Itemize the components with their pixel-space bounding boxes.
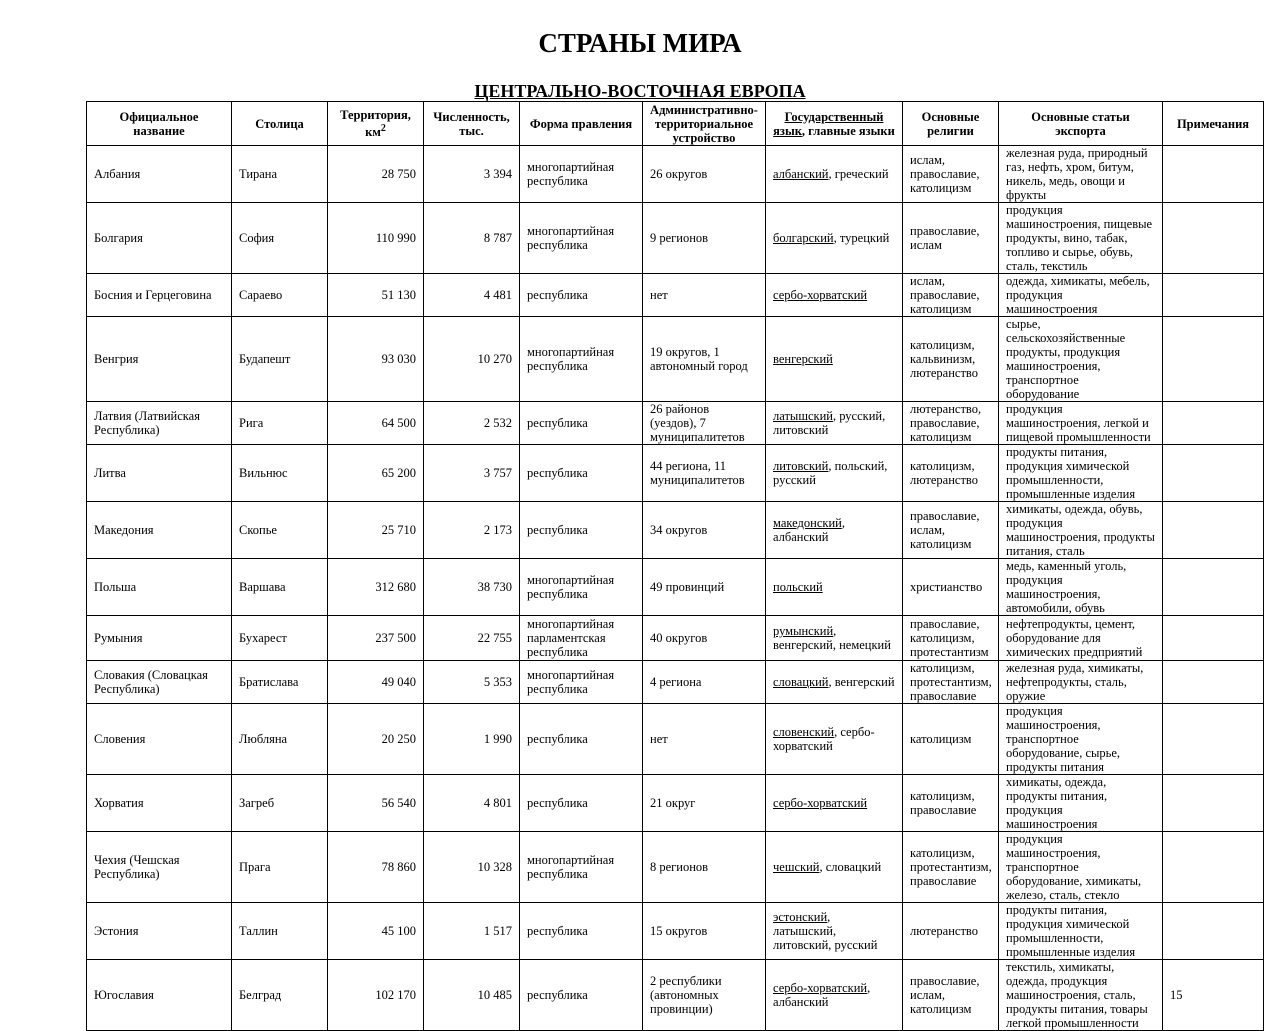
other-languages: , венгерский, немецкий bbox=[773, 624, 891, 652]
state-language: сербо-хорватский bbox=[773, 796, 868, 810]
cell-languages bbox=[766, 203, 903, 274]
cell-capital: Таллин bbox=[232, 903, 328, 960]
cell-population: 3 757 bbox=[424, 445, 520, 502]
cell-government: многопартийная республика bbox=[520, 832, 643, 903]
cell-name: Латвия (Латвийская Республика) bbox=[87, 402, 232, 445]
cell-exports: химикаты, одежда, продукты питания, продукция машиностроения bbox=[999, 775, 1163, 832]
table-row bbox=[87, 616, 1264, 661]
cell-admin: нет bbox=[643, 274, 766, 317]
table-row bbox=[87, 402, 1264, 445]
other-languages: , польский, русский bbox=[773, 459, 888, 487]
cell-exports: железная руда, природный газ, нефть, хром, битум, никель, медь, овощи и фрукты bbox=[999, 146, 1163, 203]
table-row bbox=[87, 559, 1264, 616]
cell-name: Литва bbox=[87, 445, 232, 502]
state-language: латышский bbox=[773, 409, 833, 423]
cell-notes bbox=[1163, 203, 1264, 274]
cell-admin: 49 провинций bbox=[643, 559, 766, 616]
state-language: эстонский bbox=[773, 910, 828, 924]
cell-exports: сырье, сельскохозяйственные продукты, продукция машиностроения, транспортное оборудование bbox=[999, 317, 1163, 402]
cell-capital: Тирана bbox=[232, 146, 328, 203]
table-row bbox=[87, 903, 1264, 960]
cell-religion: католицизм, лютеранство bbox=[903, 445, 999, 502]
cell-population: 4 801 bbox=[424, 775, 520, 832]
other-languages: , русский, литовский bbox=[773, 409, 886, 437]
state-language: сербо-хорватский bbox=[773, 288, 868, 302]
cell-religion: православие, католицизм, протестантизм bbox=[903, 616, 999, 661]
cell-population: 1 990 bbox=[424, 704, 520, 775]
cell-area: 25 710 bbox=[328, 502, 424, 559]
cell-languages bbox=[766, 146, 903, 203]
cell-population: 2 532 bbox=[424, 402, 520, 445]
state-language: польский bbox=[773, 580, 823, 594]
cell-name: Эстония bbox=[87, 903, 232, 960]
cell-admin: 9 регионов bbox=[643, 203, 766, 274]
header-area bbox=[328, 102, 424, 146]
cell-notes: 15 bbox=[1163, 960, 1264, 1031]
cell-government: республика bbox=[520, 960, 643, 1031]
cell-area: 65 200 bbox=[328, 445, 424, 502]
cell-government: республика bbox=[520, 903, 643, 960]
cell-notes bbox=[1163, 502, 1264, 559]
cell-population: 3 394 bbox=[424, 146, 520, 203]
cell-exports: продукция машиностроения, транспортное оборудование, сырье, продукты питания bbox=[999, 704, 1163, 775]
cell-admin: 21 округ bbox=[643, 775, 766, 832]
cell-religion: католицизм, кальвинизм, лютеранство bbox=[903, 317, 999, 402]
cell-name: Венгрия bbox=[87, 317, 232, 402]
table-row bbox=[87, 832, 1264, 903]
cell-admin: 19 округов, 1 автономный город bbox=[643, 317, 766, 402]
cell-exports: железная руда, химикаты, нефтепродукты, сталь, оружие bbox=[999, 661, 1163, 704]
state-language: словенский bbox=[773, 725, 835, 739]
cell-area: 110 990 bbox=[328, 203, 424, 274]
cell-name: Босния и Герцеговина bbox=[87, 274, 232, 317]
cell-exports: продукция машиностроения, пищевые продукты, вино, табак, топливо и сырье, обувь, сталь, текстиль bbox=[999, 203, 1163, 274]
cell-capital: София bbox=[232, 203, 328, 274]
cell-area: 28 750 bbox=[328, 146, 424, 203]
other-languages: , словацкий bbox=[819, 860, 882, 874]
cell-area: 56 540 bbox=[328, 775, 424, 832]
cell-notes bbox=[1163, 903, 1264, 960]
cell-capital: Загреб bbox=[232, 775, 328, 832]
header-name: Официальное название bbox=[87, 102, 232, 146]
cell-government: республика bbox=[520, 704, 643, 775]
table-row bbox=[87, 704, 1264, 775]
cell-religion: католицизм, протестантизм, православие bbox=[903, 661, 999, 704]
cell-population: 10 485 bbox=[424, 960, 520, 1031]
cell-capital: Братислава bbox=[232, 661, 328, 704]
cell-admin: нет bbox=[643, 704, 766, 775]
cell-admin: 8 регионов bbox=[643, 832, 766, 903]
page-title: СТРАНЫ МИРА bbox=[538, 28, 742, 58]
other-languages: , латышский, литовский, русский bbox=[773, 910, 878, 952]
cell-government: республика bbox=[520, 775, 643, 832]
cell-admin: 15 округов bbox=[643, 903, 766, 960]
cell-name: Чехия (Чешская Республика) bbox=[87, 832, 232, 903]
cell-name: Польша bbox=[87, 559, 232, 616]
table-header-row bbox=[87, 102, 1264, 146]
cell-capital: Варшава bbox=[232, 559, 328, 616]
table-row bbox=[87, 661, 1264, 704]
table-row bbox=[87, 317, 1264, 402]
cell-government: многопартийная парламентская республика bbox=[520, 616, 643, 661]
cell-languages bbox=[766, 317, 903, 402]
cell-religion: ислам, православие, католицизм bbox=[903, 274, 999, 317]
cell-area: 102 170 bbox=[328, 960, 424, 1031]
state-language: румынский bbox=[773, 624, 834, 638]
cell-languages bbox=[766, 502, 903, 559]
cell-religion: православие, ислам, католицизм bbox=[903, 960, 999, 1031]
state-language: словацкий bbox=[773, 675, 829, 689]
cell-religion: православие, ислам, католицизм bbox=[903, 502, 999, 559]
cell-name: Румыния bbox=[87, 616, 232, 661]
state-language: болгарский bbox=[773, 231, 834, 245]
cell-notes bbox=[1163, 445, 1264, 502]
cell-religion: лютеранство bbox=[903, 903, 999, 960]
cell-religion: католицизм bbox=[903, 704, 999, 775]
cell-exports: продукты питания, продукция химической промышленности, промышленные изделия bbox=[999, 903, 1163, 960]
cell-notes bbox=[1163, 775, 1264, 832]
cell-government: многопартийная республика bbox=[520, 203, 643, 274]
state-language: чешский bbox=[773, 860, 820, 874]
cell-area: 49 040 bbox=[328, 661, 424, 704]
cell-population: 38 730 bbox=[424, 559, 520, 616]
cell-area: 93 030 bbox=[328, 317, 424, 402]
state-language: литовский bbox=[773, 459, 829, 473]
cell-government: республика bbox=[520, 402, 643, 445]
table-row bbox=[87, 274, 1264, 317]
countries-table bbox=[86, 101, 1264, 1031]
cell-admin: 40 округов bbox=[643, 616, 766, 661]
cell-exports: продукты питания, продукция химической промышленности, промышленные изделия bbox=[999, 445, 1163, 502]
cell-languages bbox=[766, 832, 903, 903]
cell-languages bbox=[766, 775, 903, 832]
cell-name: Словения bbox=[87, 704, 232, 775]
cell-capital: Любляна bbox=[232, 704, 328, 775]
cell-capital: Сараево bbox=[232, 274, 328, 317]
cell-name: Албания bbox=[87, 146, 232, 203]
other-languages: , венгерский bbox=[828, 675, 895, 689]
cell-government: многопартийная республика bbox=[520, 661, 643, 704]
cell-notes bbox=[1163, 559, 1264, 616]
cell-government: республика bbox=[520, 274, 643, 317]
cell-population: 2 173 bbox=[424, 502, 520, 559]
cell-religion: христианство bbox=[903, 559, 999, 616]
header-exports: Основные статьи экспорта bbox=[999, 102, 1163, 146]
header-government: Форма правления bbox=[520, 102, 643, 146]
cell-government: многопартийная республика bbox=[520, 559, 643, 616]
header-population: Численность, тыс. bbox=[424, 102, 520, 146]
cell-name: Словакия (Словацкая Республика) bbox=[87, 661, 232, 704]
cell-population: 1 517 bbox=[424, 903, 520, 960]
cell-area: 51 130 bbox=[328, 274, 424, 317]
table-row bbox=[87, 960, 1264, 1031]
cell-government: республика bbox=[520, 502, 643, 559]
cell-name: Болгария bbox=[87, 203, 232, 274]
cell-exports: одежда, химикаты, мебель, продукция машиностроения bbox=[999, 274, 1163, 317]
cell-notes bbox=[1163, 704, 1264, 775]
table-row bbox=[87, 445, 1264, 502]
cell-languages bbox=[766, 704, 903, 775]
cell-notes bbox=[1163, 616, 1264, 661]
other-languages: , албанский bbox=[773, 981, 871, 1009]
cell-capital: Прага bbox=[232, 832, 328, 903]
header-languages bbox=[766, 102, 903, 146]
cell-notes bbox=[1163, 832, 1264, 903]
cell-admin: 4 региона bbox=[643, 661, 766, 704]
cell-name: Хорватия bbox=[87, 775, 232, 832]
state-language: македонский bbox=[773, 516, 842, 530]
other-languages: , сербо-хорватский bbox=[773, 725, 875, 753]
cell-government: республика bbox=[520, 445, 643, 502]
cell-notes bbox=[1163, 317, 1264, 402]
cell-area: 237 500 bbox=[328, 616, 424, 661]
cell-area: 64 500 bbox=[328, 402, 424, 445]
cell-government: многопартийная республика bbox=[520, 146, 643, 203]
cell-languages bbox=[766, 903, 903, 960]
cell-notes bbox=[1163, 661, 1264, 704]
cell-notes bbox=[1163, 402, 1264, 445]
cell-capital: Белград bbox=[232, 960, 328, 1031]
table-row bbox=[87, 203, 1264, 274]
table-row bbox=[87, 775, 1264, 832]
other-languages: , греческий bbox=[828, 167, 889, 181]
cell-capital: Рига bbox=[232, 402, 328, 445]
header-religion: Основные религии bbox=[903, 102, 999, 146]
header-lang-rest: , главные языки bbox=[801, 123, 895, 138]
header-area-label: Территория, км bbox=[340, 107, 411, 140]
cell-capital: Скопье bbox=[232, 502, 328, 559]
cell-languages bbox=[766, 661, 903, 704]
cell-notes bbox=[1163, 274, 1264, 317]
cell-languages bbox=[766, 960, 903, 1031]
cell-languages bbox=[766, 559, 903, 616]
cell-name: Югославия bbox=[87, 960, 232, 1031]
cell-religion: католицизм, православие bbox=[903, 775, 999, 832]
cell-area: 20 250 bbox=[328, 704, 424, 775]
state-language: албанский bbox=[773, 167, 829, 181]
cell-languages bbox=[766, 616, 903, 661]
state-language: сербо-хорватский bbox=[773, 981, 868, 995]
cell-capital: Вильнюс bbox=[232, 445, 328, 502]
cell-exports: медь, каменный уголь, продукция машиностроения, автомобили, обувь bbox=[999, 559, 1163, 616]
header-area-sup: 2 bbox=[380, 122, 386, 134]
cell-exports: текстиль, химикаты, одежда, продукция машиностроения, сталь, продукты питания, товары легкой промышленности bbox=[999, 960, 1163, 1031]
cell-population: 10 270 bbox=[424, 317, 520, 402]
header-admin: Административно-территориальное устройство bbox=[643, 102, 766, 146]
cell-admin: 26 районов (уездов), 7 муниципалитетов bbox=[643, 402, 766, 445]
cell-notes bbox=[1163, 146, 1264, 203]
cell-languages bbox=[766, 274, 903, 317]
cell-admin: 2 республики (автономных провинции) bbox=[643, 960, 766, 1031]
cell-religion: католицизм, протестантизм, православие bbox=[903, 832, 999, 903]
cell-area: 45 100 bbox=[328, 903, 424, 960]
cell-admin: 44 региона, 11 муниципалитетов bbox=[643, 445, 766, 502]
cell-area: 312 680 bbox=[328, 559, 424, 616]
cell-government: многопартийная республика bbox=[520, 317, 643, 402]
cell-exports: нефтепродукты, цемент, оборудование для химических предприятий bbox=[999, 616, 1163, 661]
header-notes: Примечания bbox=[1163, 102, 1264, 146]
cell-name: Македония bbox=[87, 502, 232, 559]
cell-capital: Будапешт bbox=[232, 317, 328, 402]
other-languages: , албанский bbox=[773, 516, 845, 544]
cell-languages bbox=[766, 402, 903, 445]
cell-population: 5 353 bbox=[424, 661, 520, 704]
cell-population: 8 787 bbox=[424, 203, 520, 274]
cell-admin: 34 округов bbox=[643, 502, 766, 559]
cell-population: 22 755 bbox=[424, 616, 520, 661]
cell-religion: православие, ислам bbox=[903, 203, 999, 274]
cell-religion: ислам, православие, католицизм bbox=[903, 146, 999, 203]
cell-languages bbox=[766, 445, 903, 502]
header-capital: Столица bbox=[232, 102, 328, 146]
state-language: венгерский bbox=[773, 352, 833, 366]
cell-exports: продукция машиностроения, легкой и пищевой промышленности bbox=[999, 402, 1163, 445]
cell-capital: Бухарест bbox=[232, 616, 328, 661]
header-lang-state: Государственный язык bbox=[773, 109, 884, 138]
cell-religion: лютеранство, православие, католицизм bbox=[903, 402, 999, 445]
other-languages: , турецкий bbox=[833, 231, 890, 245]
region-title: ЦЕНТРАЛЬНО-ВОСТОЧНАЯ ЕВРОПА bbox=[474, 81, 806, 101]
table-row bbox=[87, 146, 1264, 203]
cell-admin: 26 округов bbox=[643, 146, 766, 203]
cell-population: 10 328 bbox=[424, 832, 520, 903]
cell-population: 4 481 bbox=[424, 274, 520, 317]
cell-exports: химикаты, одежда, обувь, продукция машиностроения, продукты питания, сталь bbox=[999, 502, 1163, 559]
cell-area: 78 860 bbox=[328, 832, 424, 903]
table-row bbox=[87, 502, 1264, 559]
cell-exports: продукция машиностроения, транспортное оборудование, химикаты, железо, сталь, стекло bbox=[999, 832, 1163, 903]
